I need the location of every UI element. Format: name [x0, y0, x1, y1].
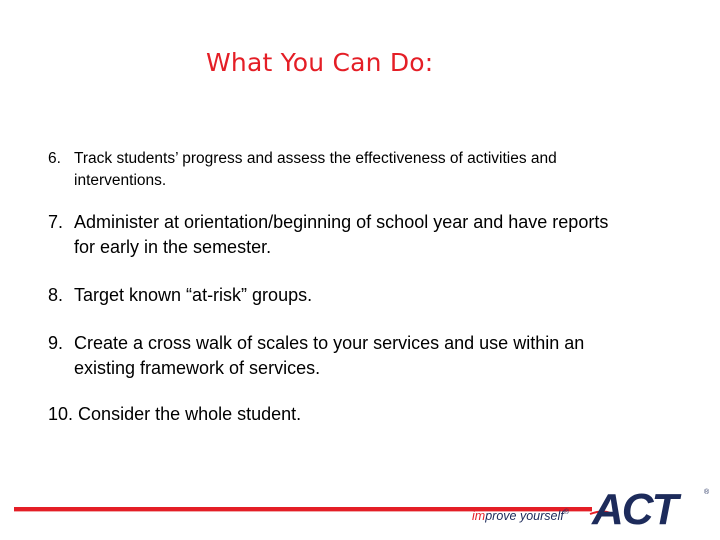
list-item-number: 9.: [48, 333, 64, 353]
list-item-text: Create a cross walk of scales to your services and use within an: [74, 333, 585, 353]
list-item-text-continued: existing framework of services.: [74, 358, 321, 378]
logo-trademark: ®: [704, 489, 710, 496]
list-item-7: [48, 210, 608, 260]
tagline-trademark: ®: [563, 509, 569, 516]
act-logo: [588, 484, 714, 530]
list-item-6: [48, 148, 557, 192]
list-item-9: [48, 331, 584, 381]
list-item-text: Track students’ progress and assess the effectiveness of activities and: [74, 150, 557, 167]
tagline-highlight: im: [472, 509, 486, 523]
list-item-10: [48, 402, 301, 427]
list-item-text: Administer at orientation/beginning of school year and have reports: [74, 212, 609, 232]
list-item-number: 6.: [48, 150, 61, 167]
tagline-text: prove yourself: [485, 509, 564, 523]
list-item-number: 10.: [48, 404, 74, 424]
tagline: [472, 509, 569, 523]
list-item-text: Target known “at-risk” groups.: [74, 285, 313, 305]
list-item-8: [48, 283, 312, 308]
slide-title: What You Can Do:: [206, 48, 434, 77]
list-item-text: Consider the whole student.: [78, 404, 302, 424]
logo-wordmark: ACT: [592, 485, 677, 530]
list-item-number: 8.: [48, 285, 64, 305]
list-item-text-continued: for early in the semester.: [74, 237, 272, 257]
list-item-text-continued: interventions.: [74, 172, 167, 189]
list-item-number: 7.: [48, 212, 64, 232]
